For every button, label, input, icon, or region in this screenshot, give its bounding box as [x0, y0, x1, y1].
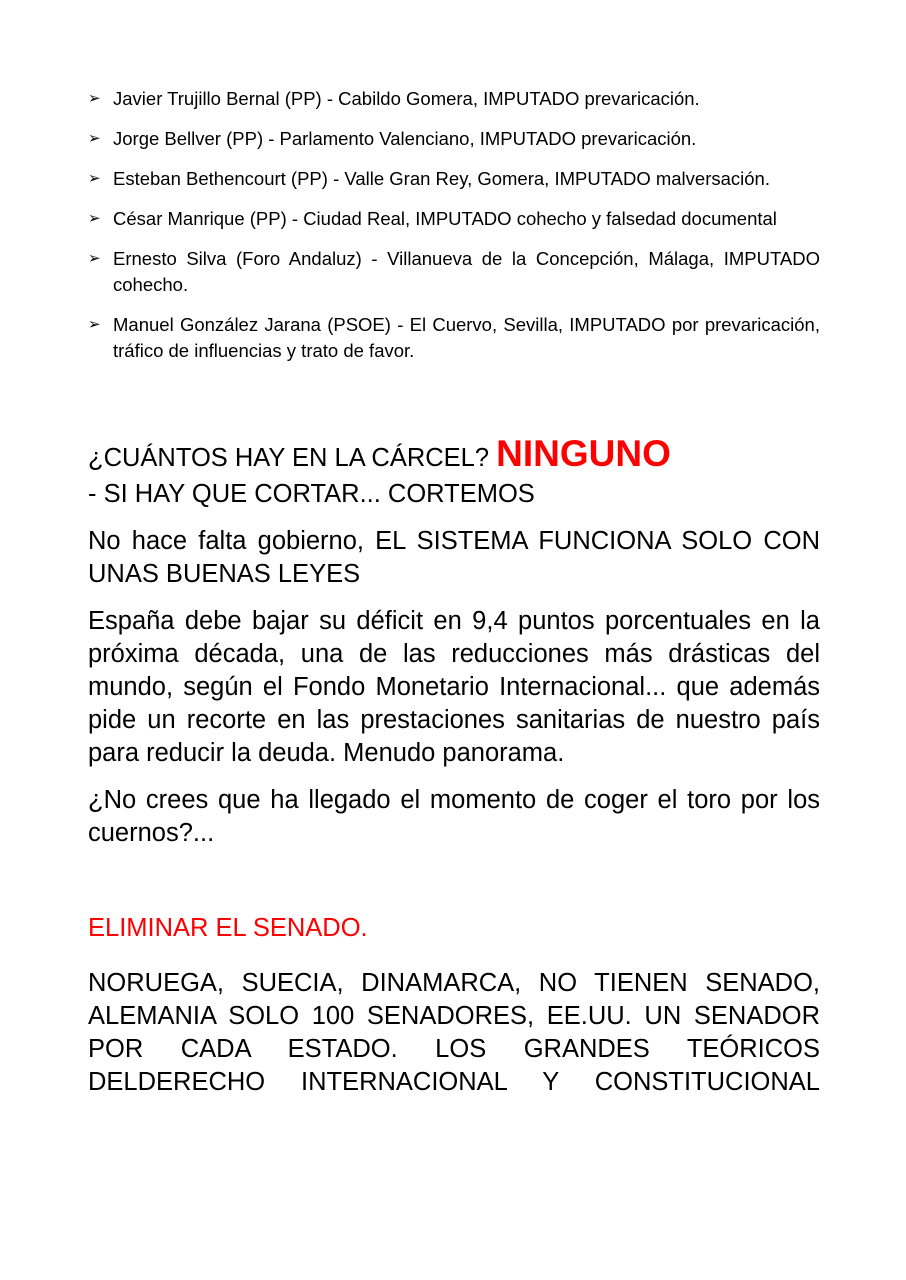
- paragraph: No hace falta gobierno, EL SISTEMA FUNCIONA SOLO CON UNAS BUENAS LEYES: [88, 527, 820, 588]
- arrow-bullet-icon: ➢: [88, 316, 101, 333]
- list-item-text: Jorge Bellver (PP) - Parlamento Valenciano, IMPUTADO prevaricación.: [113, 128, 697, 149]
- arrow-bullet-icon: ➢: [88, 170, 101, 187]
- prison-question: [88, 434, 820, 478]
- list-item-text: Javier Trujillo Bernal (PP) - Cabildo Gomera, IMPUTADO prevaricación.: [113, 88, 700, 109]
- list-item-text: Esteban Bethencourt (PP) - Valle Gran Rey, Gomera, IMPUTADO malversación.: [113, 168, 770, 189]
- list-item-text: César Manrique (PP) - Ciudad Real, IMPUTADO cohecho y falsedad documental: [113, 208, 777, 229]
- list-item: [88, 166, 820, 192]
- list-item-text: Manuel González Jarana (PSOE) - El Cuervo, Sevilla, IMPUTADO por prevaricación, tráfico de influencias y trato de favor.: [113, 314, 820, 361]
- paragraph: España debe bajar su déficit en 9,4 puntos porcentuales en la próxima década, una de las reducciones más drásticas del mundo, según el Fondo Monetario Internacional... que además pide un recorte en las prestaciones sanitarias de nuestro país para reducir la deuda. Menudo panorama.: [88, 607, 820, 767]
- arrow-bullet-icon: ➢: [88, 90, 101, 107]
- list-item: [88, 312, 820, 364]
- list-item: [88, 206, 820, 232]
- arrow-bullet-icon: ➢: [88, 210, 101, 227]
- list-item: [88, 126, 820, 152]
- paragraph: - SI HAY QUE CORTAR... CORTEMOS: [88, 480, 535, 508]
- arrow-bullet-icon: ➢: [88, 250, 101, 267]
- section-heading: ELIMINAR EL SENADO.: [88, 914, 368, 942]
- imputados-list: [88, 86, 820, 364]
- list-item: [88, 86, 820, 112]
- question-answer: NINGUNO: [496, 433, 671, 474]
- section-text: NORUEGA, SUECIA, DINAMARCA, NO TIENEN SENADO, ALEMANIA SOLO 100 SENADORES, EE.UU. UN SENADOR POR CADA ESTADO. LOS GRANDES TEÓRICOS DELDERECHO INTERNACIONAL Y CONSTITUCIONAL: [88, 969, 820, 1096]
- list-item: [88, 246, 820, 298]
- paragraph: ¿No crees que ha llegado el momento de coger el toro por los cuernos?...: [88, 786, 820, 847]
- list-item-text: Ernesto Silva (Foro Andaluz) - Villanueva de la Concepción, Málaga, IMPUTADO cohecho.: [113, 248, 820, 295]
- arrow-bullet-icon: ➢: [88, 130, 101, 147]
- document-page: [88, 86, 820, 1113]
- question-text: ¿CUÁNTOS HAY EN LA CÁRCEL?: [88, 444, 490, 472]
